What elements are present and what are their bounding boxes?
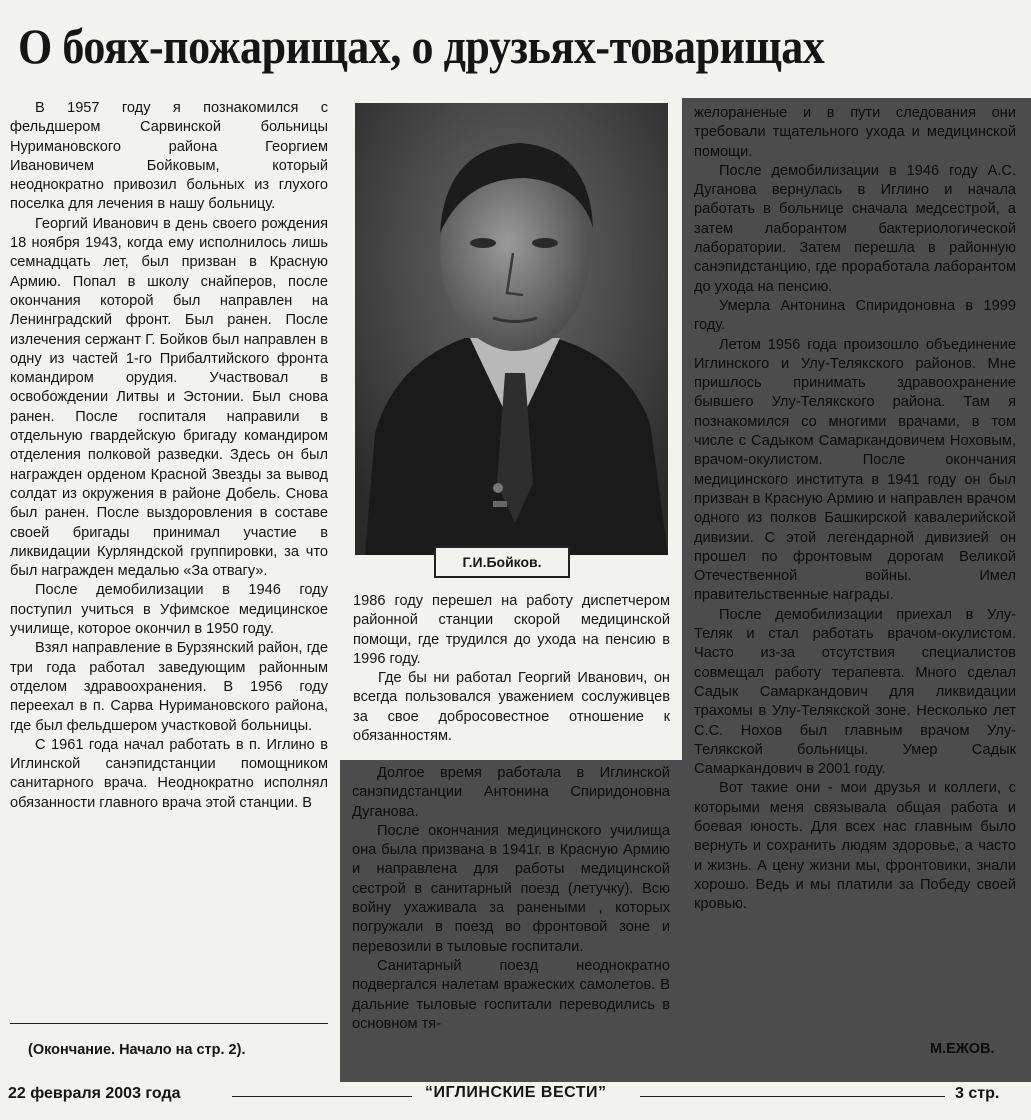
paragraph: Георгий Иванович в день своего рождения 18 ноября 1943, когда ему исполнилось лишь семнадцать лет, был призван в Красную Армию. Попал в школу снайперов, после окончания которой был направлен на Ленинградский фронт. Был ранен. После излечения сержант Г. Бойков был направлен в одну из частей 1-го Прибалтийского фронта командиром орудия. Участвовал в освобождении Литвы и Эстонии. Был снова ранен. После госпиталя направили в отдельную гвардейскую бригаду командиром отделения полковой разведки. Здесь он был награжден орденом Красной Звезды за вывод солдат из окружения в районе Добель. Снова был ранен. После выздоровления в составе своей бригады принимал участие в ликвидации Курляндской группировки, за что был награжден медалью «За отвагу». xyxy=(10,215,328,580)
paragraph: 1986 году перешел на работу диспетчером районной станции скорой медицинской помощи, где трудился до ухода на пенсию в 1996 году. xyxy=(353,593,670,667)
paragraph: Где бы ни работал Георгий Иванович, он всегда пользовался уважением сослуживцев за свое добросовестное отношение к обязанностям. xyxy=(353,670,670,745)
paragraph: Долгое время работала в Иглинской санэпидстанции Антонина Спиридоновна Дуганова. xyxy=(352,765,670,820)
article-column-2-upper xyxy=(353,592,670,746)
article-column-1 xyxy=(10,99,328,813)
footer-rule xyxy=(640,1096,945,1097)
paragraph: желораненые и в пути следования они требовали тщательного ухода и медицинской помощи. xyxy=(694,105,1016,160)
page-footer xyxy=(0,1080,1031,1110)
article-column-2-lower xyxy=(352,764,670,1034)
paragraph: В 1957 году я познакомился с фельдшером Сарвинской больницы Нуримановского района Георгием Ивановичем Бойковым, который неоднократно привозил больных из глухого поселка для лечения в нашу больницу. xyxy=(10,100,328,213)
author-signature: М.ЕЖОВ. xyxy=(930,1041,995,1057)
paragraph: Санитарный поезд неоднократно подвергался налетам вражеских самолетов. В дальние тыловые госпитали переводились в основном тя- xyxy=(352,957,670,1032)
newspaper-name: “ИГЛИНСКИЕ ВЕСТИ” xyxy=(425,1084,607,1101)
paragraph: После демобилизации в 1946 году А.С. Дуганова вернулась в Иглино и начала работать в больнице сначала медсестрой, а затем лаборантом бактериологической лаборатории. Затем перешла в районную санэпидстанцию, где проработала лаборантом до ухода на пенсию. xyxy=(694,162,1016,295)
paragraph: После демобилизации приехал в Улу-Теляк и стал работать врачом-окулистом. Часто из-за отсутствия специалистов совмещал работу терапевта. Много сделал Садык Самаркандович для ликвидации трахомы в Улу-Телякской зоне. Несколько лет С.С. Нохов был главным врачом Улу-Телякской больницы. Умер Садык Самаркандович в 2001 году. xyxy=(694,606,1016,778)
paragraph: Летом 1956 года произошло объединение Иглинского и Улу-Телякского районов. Мне пришлось принимать здравоохранение бывшего Улу-Телякского района. Там я познакомился со многими врачами, в том числе с Садыком Самаркандовичем Ноховым, врачом-окулистом. После окончания медицинского института в 1941 году он был призван в Красную Армию и направлен врачом одного из полков Башкирской кавалерийской дивизии. С этой легендарной дивизией он прошел по фронтовым дорогам Великой Отечественной войны. Имел правительственные награды. xyxy=(694,336,1017,604)
paragraph: С 1961 года начал работать в п. Иглино в Иглинской санэпидстанции помощником санитарного врача. Неоднократно исполнял обязанности главного врача этой станции. В xyxy=(10,736,328,811)
page-number: 3 стр. xyxy=(955,1085,1000,1102)
continuation-note: (Окончание. Начало на стр. 2). xyxy=(28,1042,246,1058)
paragraph: После окончания медицинского училища она была призвана в 1941г. в Красную Армию и направлена для работы медицинской сестрой в санитарный поезд (летучку). Всю войну ухаживала за ранеными , которых погружали в поезд во фронтовой зоне и перевозили в тыловые госпитали. xyxy=(352,822,670,955)
portrait-photo xyxy=(355,103,668,555)
paragraph: Взял направление в Бурзянский район, где три года работал заведующим районным отделом здравоохранения. В 1956 году переехал в п. Сарва Нуримановского района, где был фельдшером участковой больницы. xyxy=(10,640,328,734)
paragraph: Умерла Антонина Спиридоновна в 1999 году. xyxy=(694,297,1016,334)
article-headline: О боях-пожарищах, о друзьях-товарищах xyxy=(18,18,825,74)
issue-date: 22 февраля 2003 года xyxy=(8,1085,181,1102)
column-end-rule xyxy=(10,1023,328,1024)
paragraph: Вот такие они - мои друзья и коллеги, с которыми меня связывала общая работа и боевая юность. Для всех нас главным было вернуть и сохранить людям здоровье, а часто и жизнь. А цену жизни мы, фронтовики, знали хорошо. Ведь и мы платили за Победу своей кровью. xyxy=(694,780,1016,913)
footer-rule xyxy=(232,1096,412,1097)
article-column-3 xyxy=(694,104,1016,914)
paragraph: После демобилизации в 1946 году поступил учиться в Уфимское медицинское училище, которое окончил в 1950 году. xyxy=(10,582,328,638)
photo-caption: Г.И.Бойков. xyxy=(434,546,570,578)
